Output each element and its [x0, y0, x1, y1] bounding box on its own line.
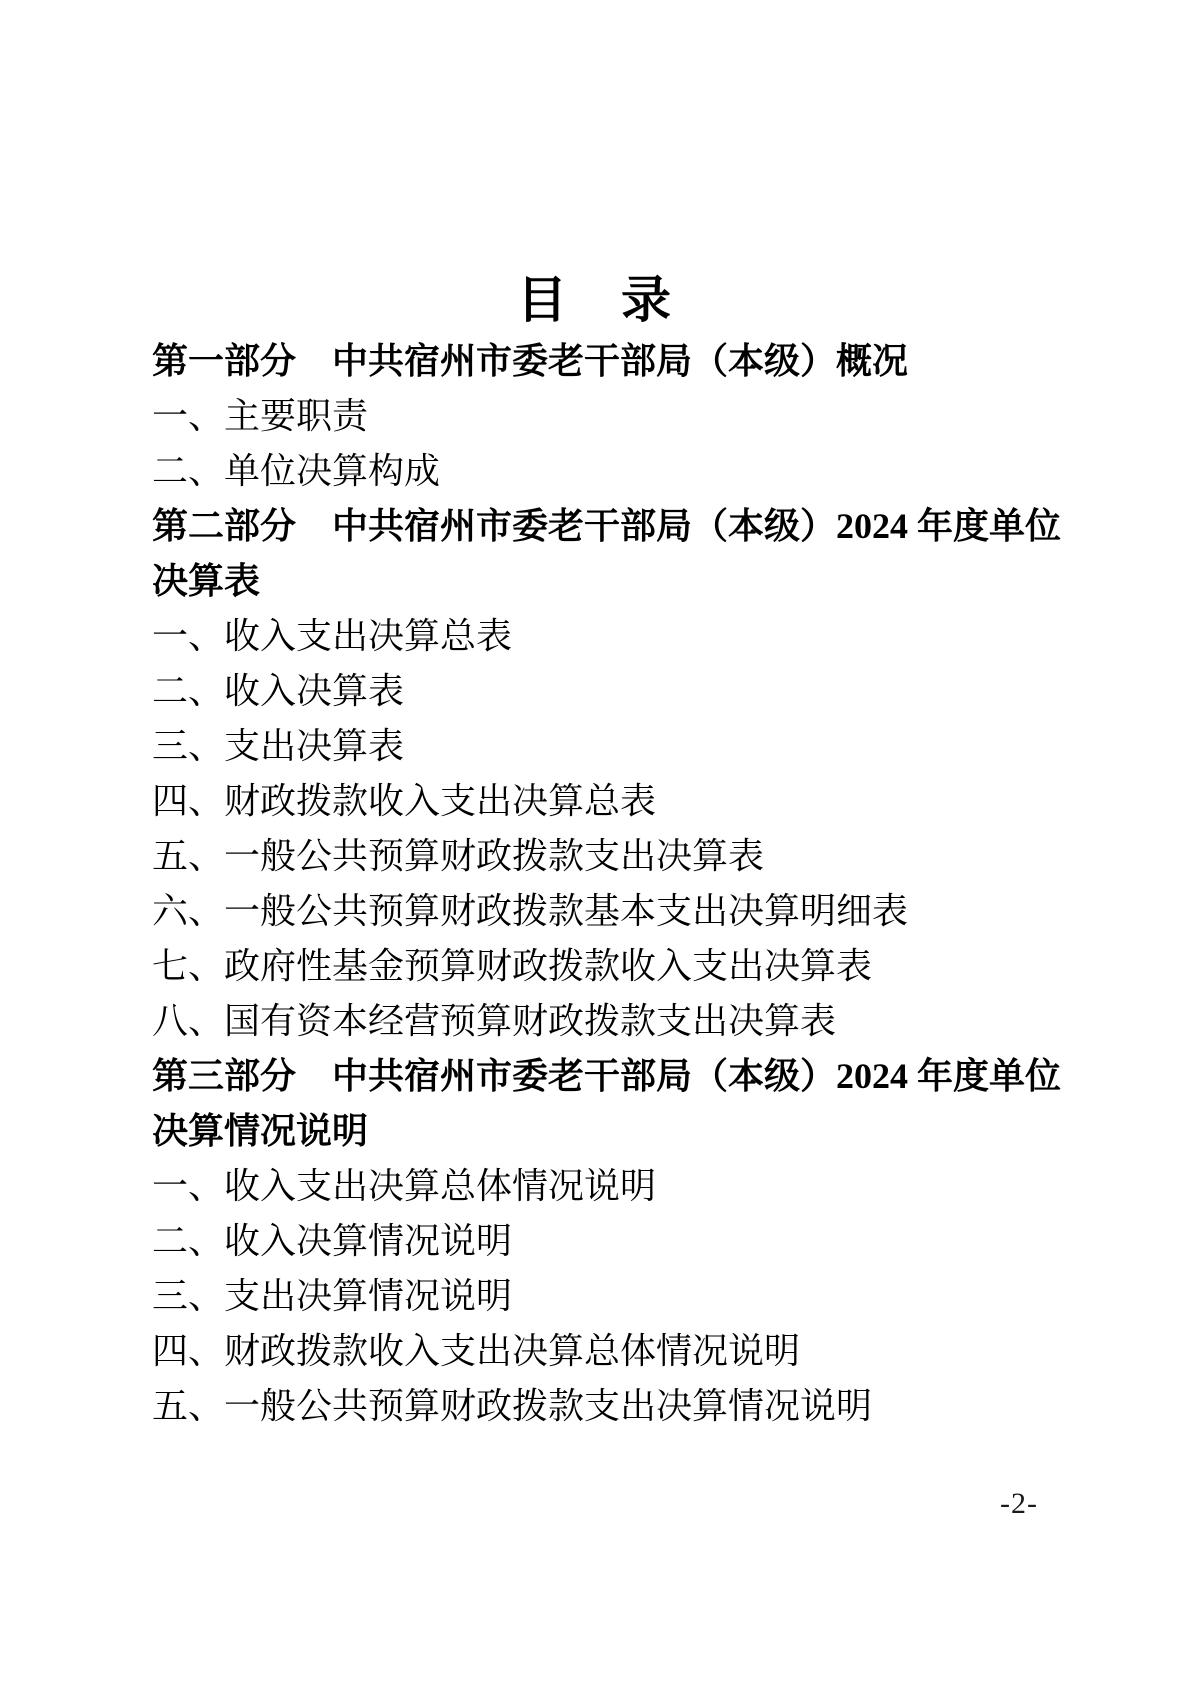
toc-line: 三、支出决算表 — [152, 726, 405, 766]
toc-line-part2-heading: 第二部分 中共宿州市委老干部局（本级）2024 年度单位 — [152, 506, 1062, 546]
toc-line: 二、收入决算情况说明 — [152, 1221, 513, 1261]
toc-line: 八、国有资本经营预算财政拨款支出决算表 — [152, 1001, 837, 1041]
toc-line: 一、收入支出决算总体情况说明 — [152, 1166, 657, 1206]
toc-line-part1-heading: 第一部分 中共宿州市委老干部局（本级）概况 — [152, 341, 909, 381]
toc-line: 二、单位决算构成 — [152, 451, 441, 491]
toc-line: 四、财政拨款收入支出决算总体情况说明 — [152, 1331, 801, 1371]
toc-line-part3-heading-wrap: 决算情况说明 — [152, 1111, 369, 1151]
page-number: -2- — [1000, 1487, 1038, 1520]
toc-list — [152, 334, 1062, 1434]
toc-line-part2-heading-wrap: 决算表 — [152, 561, 261, 601]
toc-line: 五、一般公共预算财政拨款支出决算情况说明 — [152, 1386, 873, 1426]
toc-line: 二、收入决算表 — [152, 671, 405, 711]
toc-line: 四、财政拨款收入支出决算总表 — [152, 781, 657, 821]
toc-line: 七、政府性基金预算财政拨款收入支出决算表 — [152, 946, 873, 986]
toc-line: 一、主要职责 — [152, 396, 369, 436]
toc-line: 一、收入支出决算总表 — [152, 616, 513, 656]
toc-line-part3-heading: 第三部分 中共宿州市委老干部局（本级）2024 年度单位 — [152, 1056, 1062, 1096]
toc-line: 三、支出决算情况说明 — [152, 1276, 513, 1316]
toc-line: 六、一般公共预算财政拨款基本支出决算明细表 — [152, 891, 909, 931]
page-title: 目 录 — [517, 272, 673, 328]
toc-line: 五、一般公共预算财政拨款支出决算表 — [152, 836, 765, 876]
